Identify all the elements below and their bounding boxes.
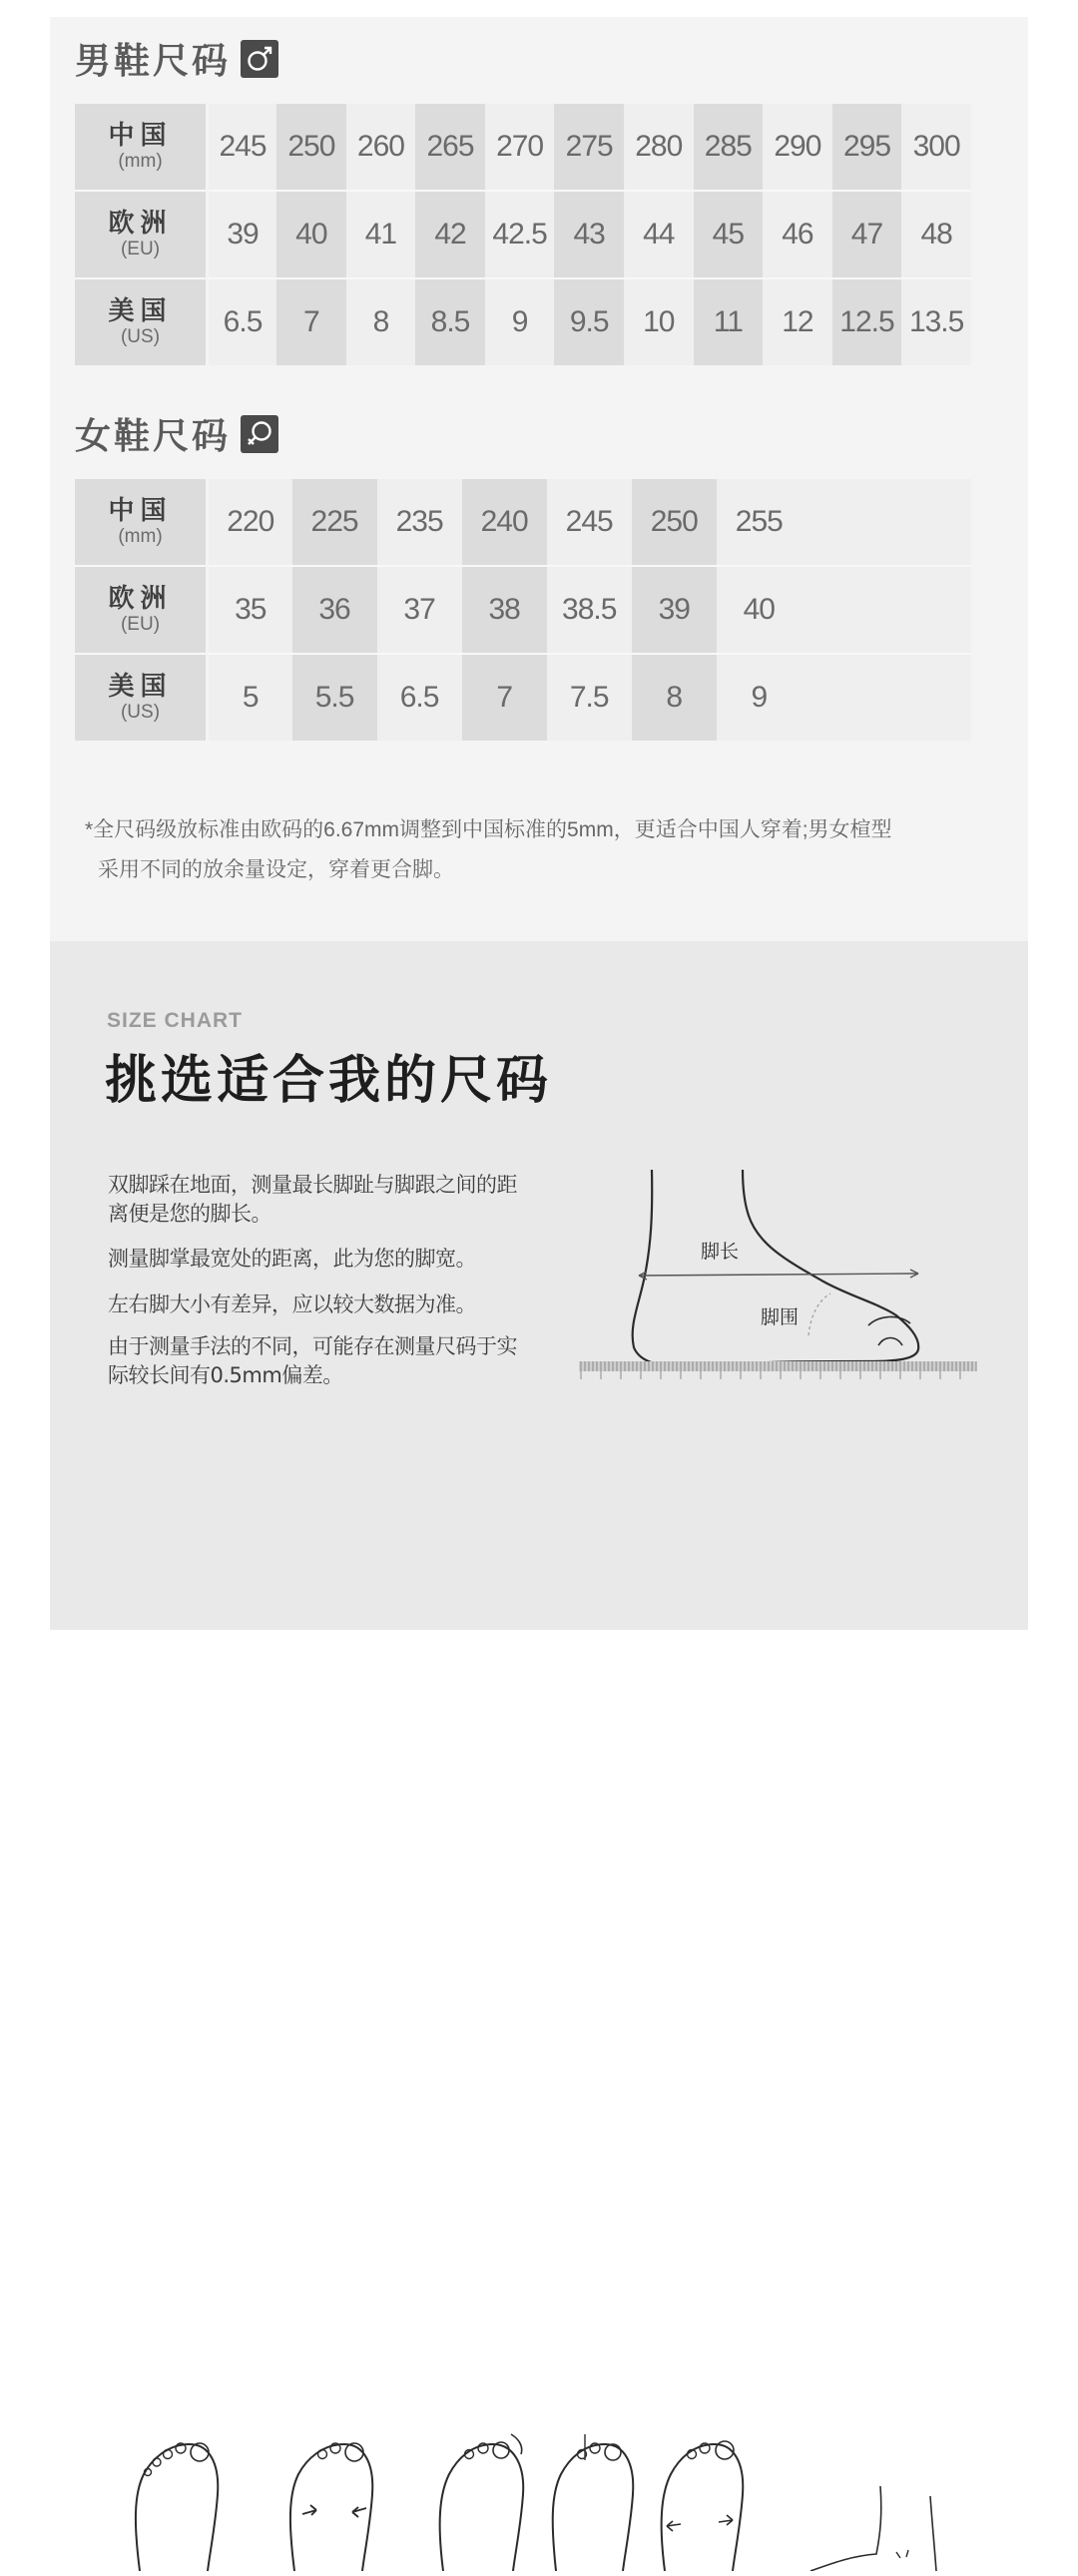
guide-paragraph-4-line-1: 由于测量手法的不同，可能存在测量尺码于实: [108, 1334, 517, 1358]
women-size-title-text: 女鞋尺码: [75, 416, 232, 457]
women-size-cell: [802, 566, 886, 654]
women-size-cell: 38.5: [547, 566, 632, 654]
men-size-cell: 41: [346, 191, 416, 278]
men-size-cell: 10: [624, 278, 694, 365]
women-size-cell: 9: [717, 654, 802, 741]
men-size-cell: 7: [276, 278, 346, 365]
men-size-cell: 275: [554, 104, 624, 191]
women-size-cell: [886, 654, 971, 741]
size-note-line-2: 采用不同的放余量设定，穿着更合脚。: [98, 858, 454, 881]
men-size-cell: 47: [832, 191, 902, 278]
women-size-cell: 235: [377, 479, 462, 566]
men-size-cell: 8.5: [415, 278, 485, 365]
female-symbol-icon: [241, 415, 278, 453]
women-row: [75, 566, 971, 654]
size-table-panel: [50, 17, 1028, 941]
size-note: [85, 810, 983, 890]
row-unit-label: (EU): [120, 239, 161, 259]
guide-paragraph-4: [108, 1332, 577, 1390]
foot-card-1: [108, 2404, 250, 2571]
men-size-cell: 45: [694, 191, 764, 278]
men-size-table: [75, 104, 971, 365]
row-region-label: 中国: [108, 121, 173, 151]
foot-card-2: [263, 2404, 404, 2571]
men-size-cell: 12.5: [832, 278, 902, 365]
row-unit-label: (mm): [118, 151, 163, 172]
men-size-cell: 300: [901, 104, 971, 191]
guide-paragraph-1: [108, 1171, 577, 1229]
women-size-cell: 220: [208, 479, 292, 566]
women-size-cell: 7: [462, 654, 547, 741]
size-chart-eyebrow: SIZE CHART: [107, 1009, 243, 1032]
women-size-cell: [802, 654, 886, 741]
women-row-header: [75, 654, 208, 741]
row-region-label: 欧洲: [108, 584, 173, 614]
row-unit-label: (US): [120, 326, 161, 347]
row-unit-label: (EU): [120, 614, 161, 635]
women-size-cell: 6.5: [377, 654, 462, 741]
women-size-cell: 39: [632, 566, 717, 654]
men-size-cell: 12: [763, 278, 832, 365]
size-note-line-1: *全尺码级放标准由欧码的6.67mm调整到中国标准的5mm，更适合中国人穿着;男女楦型: [85, 818, 892, 841]
foot-length-label: 脚长: [701, 1241, 740, 1263]
guide-paragraph-1-line-2: 离便是您的脚长。: [108, 1202, 271, 1226]
men-size-cell: 9: [485, 278, 555, 365]
guide-paragraph-1-line-1: 双脚踩在地面，测量最长脚趾与脚跟之间的距: [108, 1173, 517, 1197]
men-size-cell: 6.5: [208, 278, 277, 365]
women-size-cell: 245: [547, 479, 632, 566]
foot-outline-icon: [108, 2404, 250, 2571]
women-size-cell: [886, 566, 971, 654]
row-region-label: 美国: [108, 296, 173, 326]
men-size-cell: 44: [624, 191, 694, 278]
men-size-cell: 9.5: [554, 278, 624, 365]
men-size-cell: 295: [832, 104, 902, 191]
women-size-cell: 225: [292, 479, 377, 566]
row-region-label: 美国: [108, 672, 173, 702]
women-size-cell: 35: [208, 566, 292, 654]
row-region-label: 中国: [108, 496, 173, 526]
men-row: [75, 104, 971, 191]
men-size-cell: 13.5: [901, 278, 971, 365]
row-region-label: 欧洲: [108, 209, 173, 239]
male-symbol-icon: [241, 40, 278, 78]
men-row: [75, 191, 971, 278]
size-guide-title: 挑选适合我的尺码: [105, 1051, 553, 1111]
men-size-cell: 250: [276, 104, 346, 191]
foot-width-icon: [263, 2404, 404, 2571]
men-row-header: [75, 104, 208, 191]
size-guide-panel: [50, 941, 1028, 1630]
men-size-cell: 43: [554, 191, 624, 278]
women-size-cell: 240: [462, 479, 547, 566]
women-row: [75, 654, 971, 741]
row-unit-label: (mm): [118, 526, 163, 547]
women-size-cell: 36: [292, 566, 377, 654]
men-size-cell: 48: [901, 191, 971, 278]
men-size-title-text: 男鞋尺码: [75, 41, 232, 82]
guide-paragraph-4-line-2: 际较长间有0.5mm偏差。: [108, 1363, 343, 1387]
guide-paragraph-2: 测量脚掌最宽处的距离，此为您的脚宽。: [108, 1247, 476, 1271]
men-size-cell: 42.5: [485, 191, 555, 278]
women-size-cell: 40: [717, 566, 802, 654]
men-size-cell: 245: [208, 104, 277, 191]
men-size-cell: 280: [624, 104, 694, 191]
women-size-table: [75, 479, 971, 741]
women-size-cell: 250: [632, 479, 717, 566]
men-size-cell: 40: [276, 191, 346, 278]
women-size-title: [75, 416, 278, 457]
men-size-cell: 285: [694, 104, 764, 191]
women-size-cell: 7.5: [547, 654, 632, 741]
men-row-header: [75, 191, 208, 278]
men-size-cell: 260: [346, 104, 416, 191]
foot-measure-diagram: [579, 1166, 1008, 1390]
foot-card-3: [411, 2404, 982, 2571]
row-unit-label: (US): [120, 702, 161, 723]
women-size-cell: 8: [632, 654, 717, 741]
women-size-cell: 255: [717, 479, 802, 566]
men-size-cell: 270: [485, 104, 555, 191]
men-size-cell: 11: [694, 278, 764, 365]
men-size-title: [75, 41, 278, 82]
women-row-header: [75, 566, 208, 654]
women-size-cell: 5: [208, 654, 292, 741]
men-size-cell: 42: [415, 191, 485, 278]
women-size-cell: 5.5: [292, 654, 377, 741]
foot-girth-label: 脚围: [761, 1306, 800, 1328]
men-size-cell: 8: [346, 278, 416, 365]
guide-paragraph-3: 左右脚大小有差异，应以较大数据为准。: [108, 1292, 476, 1316]
women-size-cell: [886, 479, 971, 566]
men-size-cell: 265: [415, 104, 485, 191]
foot-measure-steps-icon: [411, 2404, 982, 2571]
men-size-cell: 290: [763, 104, 832, 191]
women-row: [75, 479, 971, 566]
men-size-cell: 39: [208, 191, 277, 278]
men-row-header: [75, 278, 208, 365]
women-size-cell: 38: [462, 566, 547, 654]
women-size-cell: [802, 479, 886, 566]
men-size-cell: 46: [763, 191, 832, 278]
men-row: [75, 278, 971, 365]
women-size-cell: 37: [377, 566, 462, 654]
women-row-header: [75, 479, 208, 566]
